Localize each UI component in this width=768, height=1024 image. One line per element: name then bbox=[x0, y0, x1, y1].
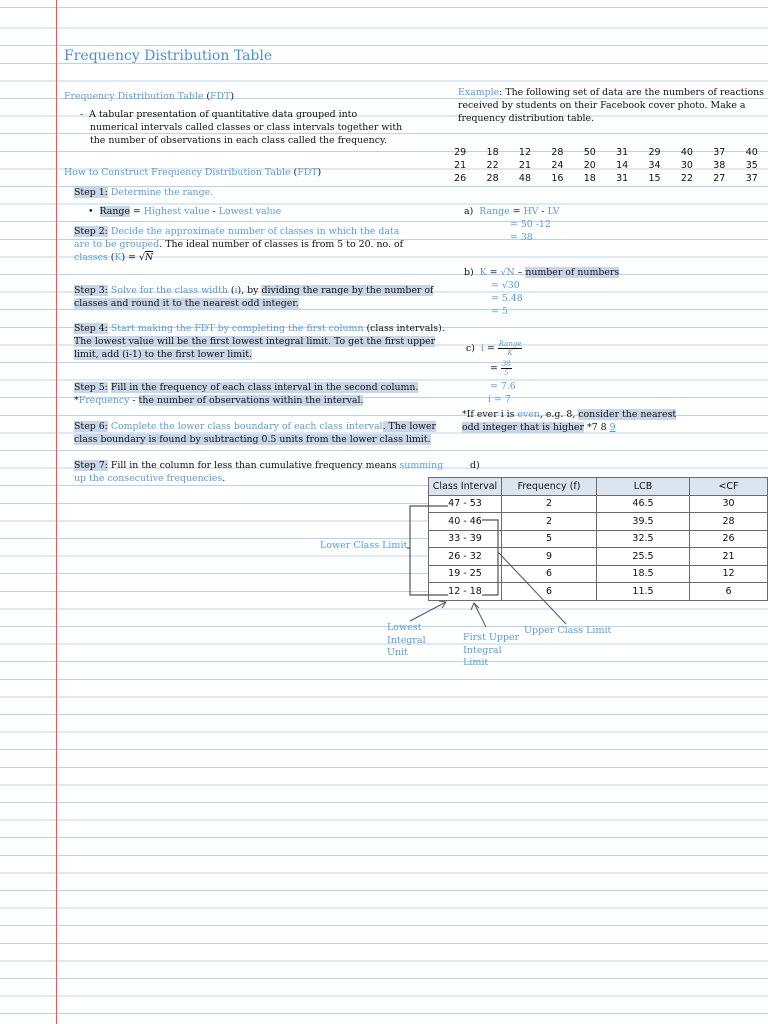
range-over-k-fraction: $\frac{\text{Range}}{K}$ bbox=[498, 340, 522, 357]
calc-b: b) K = √N – number of numbers = √30 = 5.48 = 5 bbox=[464, 267, 620, 317]
calc-c: c) i = $\frac{\text{Range}}{K}$ = $\frac{38}{5}$ = 7.6 i = 7 bbox=[466, 340, 522, 405]
step-5: Step 5: Fill in the frequency of each class interval in the second column. *Frequency - the number of observations within the interval. bbox=[74, 382, 419, 406]
table-row: 12 - 18 6 11.5 6 bbox=[429, 583, 768, 601]
first-upper-arrowhead bbox=[471, 603, 479, 610]
header-lcb: LCB bbox=[597, 478, 690, 496]
step-2: Step 2: Decide the approximate number of classes in which the data are to be grouped. The ideal number of classes is from 5 to 20. no. of classes (K) = √N bbox=[74, 226, 404, 263]
table-row: 26 - 32 9 25.5 21 bbox=[429, 548, 768, 566]
lower-limit-bracket bbox=[410, 506, 448, 595]
how-to-heading: How to Construct Frequency Distribution Table (FDT) bbox=[64, 167, 322, 178]
upper-limit-arrow bbox=[498, 552, 566, 624]
step-6: Step 6: Complete the lower class boundary of each class interval. The lower class boundary is found by subtracting 0.5 units from the lower class limit. bbox=[74, 421, 437, 445]
step-3: Step 3: Solve for the class width (i), by dividing the range by the number of classes and round it to the nearest odd integer. bbox=[74, 285, 434, 309]
calc-d-label: d) bbox=[470, 460, 480, 471]
data-row: 21 22 21 24 20 14 34 30 38 35 bbox=[454, 160, 758, 171]
first-upper-arrow bbox=[474, 603, 486, 627]
lowest-integral-unit-label: Lowest Integral Unit bbox=[387, 622, 426, 658]
38-over-5-fraction: $\frac{38}{5}$ bbox=[501, 360, 511, 377]
lower-class-limit-label: Lower Class Limit bbox=[320, 540, 408, 551]
first-upper-integral-limit-label: First Upper Integral Limit bbox=[463, 632, 520, 668]
lowest-integral-arrow bbox=[410, 602, 446, 621]
table-row: 40 - 46 2 39.5 28 bbox=[429, 513, 768, 531]
range-rule: • Range = Highest value - Lowest value bbox=[88, 206, 282, 217]
odd-integer-note: *If ever i is even, e.g. 8, consider the nearest odd integer that is higher *7 8 9 bbox=[462, 409, 677, 433]
header-frequency: Frequency (f) bbox=[502, 478, 597, 496]
calc-a: a) Range = HV - LV = 50 -12 = 38 bbox=[464, 206, 560, 243]
data-row: 26 28 48 16 18 31 15 22 27 37 bbox=[454, 173, 758, 184]
table-row: 47 - 53 2 46.5 30 bbox=[429, 495, 768, 513]
upper-class-limit-label: Upper Class Limit bbox=[524, 625, 612, 636]
step-7: Step 7: Fill in the column for less than cumulative frequency means summing up the consecutive frequencies. bbox=[74, 460, 444, 484]
upper-limit-bracket bbox=[482, 520, 498, 595]
header-class-interval: Class Interval bbox=[429, 478, 502, 496]
definition-bullet: - A tabular presentation of quantitative data grouped into numerical intervals called classes or class intervals together with the number of observations in each class called the frequency. bbox=[80, 109, 403, 146]
definition-heading: Frequency Distribution Table (FDT) bbox=[64, 91, 234, 102]
example-text: Example: The following set of data are the numbers of reactions received by students on their Facebook cover photo. Make a frequency distribution table. bbox=[458, 87, 764, 124]
data-row: 29 18 12 28 50 31 29 40 37 40 bbox=[454, 147, 758, 158]
page-title: Frequency Distribution Table bbox=[64, 48, 273, 64]
table-row: 33 - 39 5 32.5 26 bbox=[429, 530, 768, 548]
lowest-integral-arrowhead bbox=[439, 601, 446, 608]
step-4: Step 4: Start making the FDT by completing the first column (class intervals). The lowest value will be the first lowest integral limit. To get the first upper limit, add (i-1) to the first lower limit. bbox=[74, 323, 445, 360]
table-row: 19 - 25 6 18.5 12 bbox=[429, 565, 768, 583]
step-1: Step 1: Determine the range. bbox=[74, 187, 214, 198]
header-cf: <CF bbox=[690, 478, 768, 496]
